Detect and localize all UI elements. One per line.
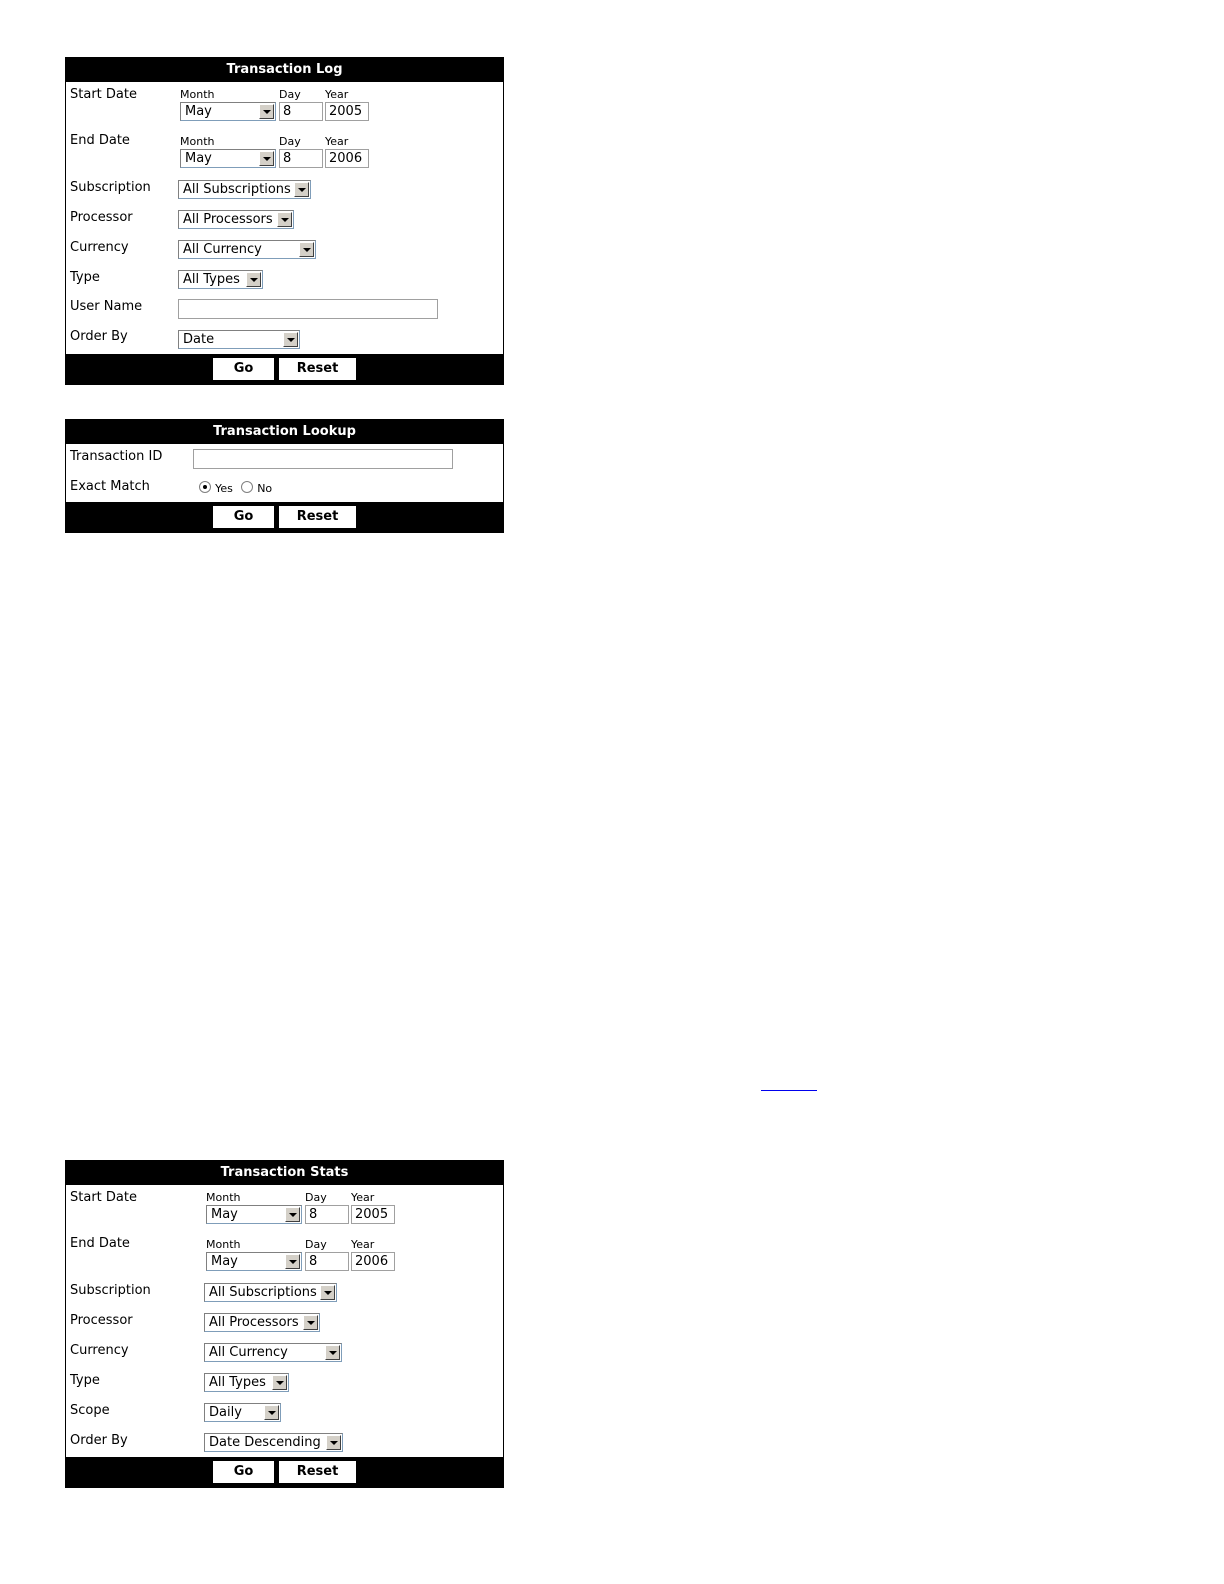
stats-currency-label: Currency [70,1343,129,1358]
stats-subscription-label: Subscription [70,1283,151,1298]
chevron-down-icon[interactable] [277,212,292,227]
chevron-down-icon[interactable] [299,242,314,257]
end-month-select[interactable] [180,149,276,168]
reset-button[interactable]: Reset [279,506,356,528]
chevron-down-icon[interactable] [285,1207,300,1222]
currency-select[interactable] [178,240,316,259]
type-value: All Types [183,272,240,287]
transaction-lookup-title: Transaction Lookup [66,420,503,444]
transaction-lookup-footer [66,502,503,532]
chevron-down-icon[interactable] [264,1405,279,1420]
chevron-down-icon[interactable] [325,1345,340,1360]
orderby-select[interactable] [178,330,300,349]
transaction-stats-body [66,1185,503,1457]
username-label: User Name [70,299,143,314]
transaction-id-input[interactable] [193,449,453,469]
stats-orderby-value: Date Descending [209,1435,321,1450]
stats-start-month-label: Month [206,1191,241,1204]
username-input[interactable] [178,299,438,319]
stats-orderby-select[interactable] [204,1433,343,1452]
stats-start-date-label: Start Date [70,1190,137,1205]
reset-button[interactable]: Reset [279,358,356,380]
transaction-stats-panel [65,1160,504,1488]
transaction-log-title: Transaction Log [66,58,503,82]
chevron-down-icon[interactable] [272,1375,287,1390]
go-button[interactable]: Go [213,506,274,528]
stats-start-year-label: Year [351,1191,375,1204]
stats-start-day-input[interactable]: 8 [305,1205,349,1224]
stats-type-label: Type [70,1373,100,1388]
stats-processor-value: All Processors [209,1315,299,1330]
go-button[interactable]: Go [213,1461,274,1483]
end-month-value: May [185,151,212,166]
currency-label: Currency [70,240,129,255]
exact-yes-radio[interactable] [199,481,211,493]
transaction-log-panel [65,57,504,385]
subscription-label: Subscription [70,180,151,195]
stats-start-month-value: May [211,1207,238,1222]
stats-end-month-value: May [211,1254,238,1269]
exact-yes-label: Yes [215,482,233,495]
stats-end-day-input[interactable]: 8 [305,1252,349,1271]
exact-match-options [199,481,272,496]
transaction-id-label: Transaction ID [70,449,163,464]
chevron-down-icon[interactable] [246,272,261,287]
start-date-label: Start Date [70,87,137,102]
processor-value: All Processors [183,212,273,227]
processor-select[interactable] [178,210,294,229]
go-button[interactable]: Go [213,358,274,380]
end-date-label: End Date [70,133,130,148]
stats-end-date-label: End Date [70,1236,130,1251]
type-label: Type [70,270,100,285]
transaction-log-footer [66,354,503,384]
start-month-select[interactable] [180,102,276,121]
stats-start-month-select[interactable] [206,1205,302,1224]
chevron-down-icon[interactable] [326,1435,341,1450]
stats-type-value: All Types [209,1375,266,1390]
chevron-down-icon[interactable] [259,151,274,166]
chevron-down-icon[interactable] [283,332,298,347]
stats-end-month-select[interactable] [206,1252,302,1271]
stats-scope-label: Scope [70,1403,110,1418]
stats-start-day-label: Day [305,1191,327,1204]
exact-match-label: Exact Match [70,479,150,494]
end-day-input[interactable]: 8 [279,149,323,168]
transaction-lookup-panel [65,419,504,533]
stats-start-year-input[interactable]: 2005 [351,1205,395,1224]
reset-button[interactable]: Reset [279,1461,356,1483]
stats-currency-value: All Currency [209,1345,288,1360]
stats-type-select[interactable] [204,1373,289,1392]
type-select[interactable] [178,270,263,289]
page-link[interactable] [761,1078,817,1091]
stats-subscription-value: All Subscriptions [209,1285,317,1300]
start-month-value: May [185,104,212,119]
stats-end-month-label: Month [206,1238,241,1251]
transaction-lookup-body [66,444,503,502]
exact-no-label: No [257,482,273,495]
transaction-log-body [66,82,503,354]
chevron-down-icon[interactable] [303,1315,318,1330]
stats-subscription-select[interactable] [204,1283,337,1302]
stats-scope-select[interactable] [204,1403,281,1422]
stats-end-year-label: Year [351,1238,375,1251]
end-year-label: Year [325,135,349,148]
start-year-input[interactable]: 2005 [325,102,369,121]
end-year-input[interactable]: 2006 [325,149,369,168]
transaction-stats-title: Transaction Stats [66,1161,503,1185]
start-day-label: Day [279,88,301,101]
stats-processor-label: Processor [70,1313,133,1328]
chevron-down-icon[interactable] [285,1254,300,1269]
start-month-label: Month [180,88,215,101]
stats-processor-select[interactable] [204,1313,320,1332]
stats-end-year-input[interactable]: 2006 [351,1252,395,1271]
chevron-down-icon[interactable] [320,1285,335,1300]
subscription-select[interactable] [178,180,311,199]
stats-orderby-label: Order By [70,1433,128,1448]
chevron-down-icon[interactable] [294,182,309,197]
end-day-label: Day [279,135,301,148]
currency-value: All Currency [183,242,262,257]
start-day-input[interactable]: 8 [279,102,323,121]
stats-end-day-label: Day [305,1238,327,1251]
transaction-stats-footer [66,1457,503,1487]
orderby-value: Date [183,332,215,347]
stats-scope-value: Daily [209,1405,242,1420]
start-year-label: Year [325,88,349,101]
orderby-label: Order By [70,329,128,344]
processor-label: Processor [70,210,133,225]
chevron-down-icon[interactable] [259,104,274,119]
stats-currency-select[interactable] [204,1343,342,1362]
end-month-label: Month [180,135,215,148]
subscription-value: All Subscriptions [183,182,291,197]
exact-no-radio[interactable] [241,481,253,493]
